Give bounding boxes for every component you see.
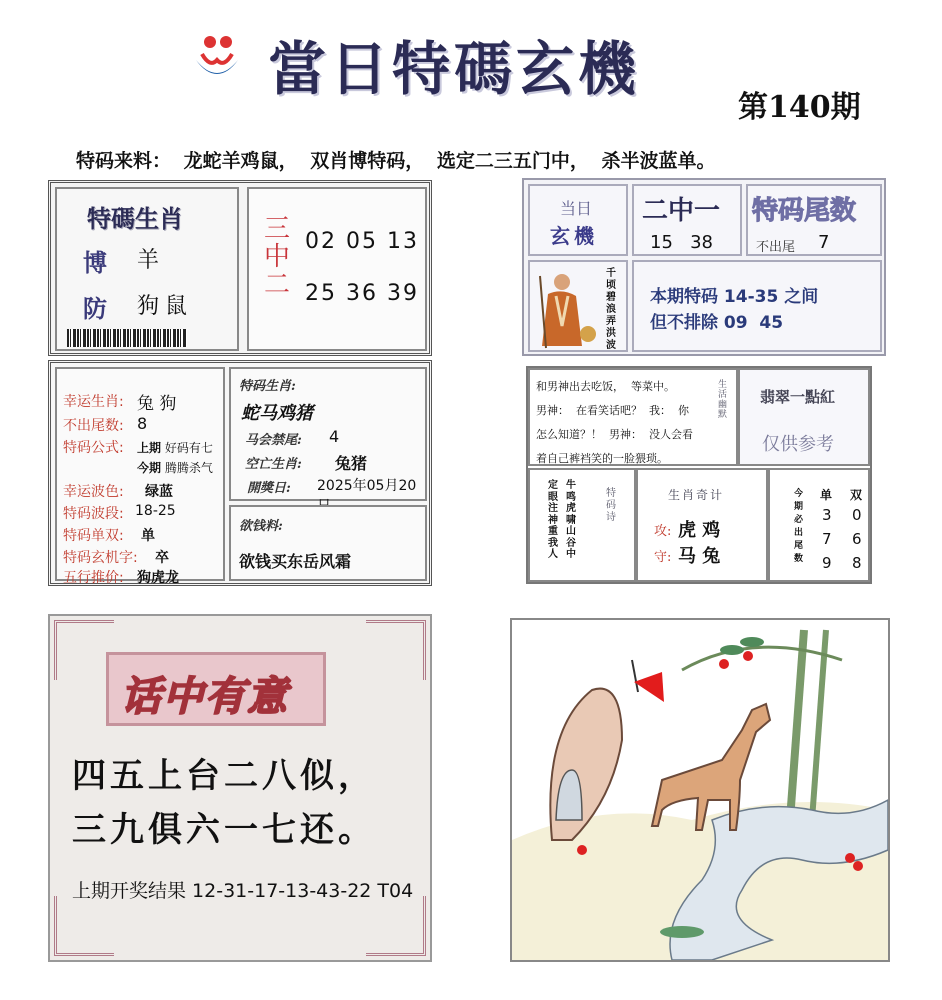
side-label: 三 中 二	[263, 214, 290, 300]
deer-landscape-illustration	[512, 620, 888, 960]
exclude-line: 但不排除 09 45	[650, 313, 784, 333]
info-left-box	[55, 367, 225, 586]
two-in-one-box	[632, 184, 742, 256]
riddle-value: 欲钱买东岳风霜	[239, 552, 352, 571]
joke-line: 着自己裤裆笑的一脸猥琐。	[536, 452, 668, 465]
tail-digit: 0	[852, 506, 862, 524]
info-label: 不出尾数:	[63, 418, 124, 434]
range-box	[632, 260, 882, 352]
date-value: 2025年05月20	[317, 478, 417, 494]
info-label: 特码波段:	[63, 506, 124, 522]
tail-side-label: 今期必出尾数	[794, 489, 804, 564]
even-label: 双	[850, 488, 863, 502]
bet-label: 博	[83, 248, 107, 277]
empty-label: 空亡生肖:	[245, 457, 302, 472]
ornament-corner	[366, 896, 426, 956]
info-label: 特码玄机字:	[63, 550, 138, 566]
logo-icon	[188, 30, 246, 88]
saying-line-1: 四五上台二八似，	[72, 756, 376, 796]
joke-line: 和男神出去吃饭， 等菜中。	[536, 380, 675, 393]
last-result: 上期开奖结果 12-31-17-13-43-22 T04	[72, 880, 414, 902]
attack-label: 攻:	[654, 524, 672, 539]
saying-banner	[106, 652, 326, 726]
formula-line-1: 上期 好码有七	[137, 441, 213, 455]
defend-label: 守:	[654, 550, 672, 565]
riddle-title: 欲钱料:	[239, 519, 283, 534]
tail-box	[746, 184, 882, 256]
info-value: 兔 狗	[137, 394, 177, 414]
saying-banner-text: 话中有意	[121, 673, 289, 720]
zodiac-panel	[48, 180, 432, 356]
ornament-corner	[366, 620, 426, 680]
horse-value: 4	[329, 427, 340, 446]
joke-side-tag: 生活幽默	[718, 380, 728, 420]
sage-figure-icon	[532, 266, 602, 350]
zodiac-left-box	[55, 187, 239, 351]
tail-label: 不出尾	[756, 240, 796, 255]
horse-label: 马会禁尾:	[245, 433, 302, 448]
formula-line-2: 今期 腾腾杀气	[137, 461, 213, 475]
sage-poem: 千顷碧浪弄洪波	[606, 268, 616, 351]
mystery-panel	[522, 178, 886, 356]
defend-value: 马 兔	[678, 546, 721, 567]
page-title: 當日特碼玄機	[268, 35, 641, 103]
info-value: 卒	[155, 550, 169, 566]
sage-box	[528, 260, 628, 352]
two-in-one-numbers: 15 38	[650, 232, 713, 253]
saying-panel	[48, 614, 432, 962]
mystery-label: 玄機	[550, 224, 598, 248]
joke-box	[528, 368, 738, 466]
title-box	[738, 368, 870, 466]
riddle-box	[229, 505, 427, 581]
empty-value: 兔猪	[335, 454, 368, 473]
two-in-one-title: 二中一	[642, 196, 721, 226]
attack-value: 虎 鸡	[678, 520, 721, 541]
date-label: 開獎日:	[247, 481, 291, 496]
tail-title: 特码尾数	[752, 196, 857, 226]
zodiac-right-box	[247, 187, 427, 351]
poem-col-1: 定眼注神重我人	[548, 480, 558, 560]
info-panel	[48, 360, 432, 586]
info-value: 绿蓝	[145, 484, 173, 500]
tail-digit: 3	[822, 506, 832, 524]
saying-line-2: 三九俱六一七还。	[72, 810, 376, 850]
special-title: 特码生肖:	[239, 379, 296, 394]
calc-box	[636, 468, 768, 582]
info-label: 幸运生肖:	[63, 394, 124, 410]
tail-digit: 7	[822, 530, 832, 548]
ornament-corner	[54, 896, 114, 956]
ornament-corner	[54, 620, 114, 680]
joke-line: 怎么知道？！ 男神： 没人会看	[536, 428, 693, 441]
illustration-panel	[510, 618, 890, 962]
special-value: 蛇马鸡猪	[241, 403, 313, 424]
bet-value: 羊	[137, 248, 166, 273]
tail-digit: 9	[822, 554, 832, 572]
joke-title: 翡翠一點紅	[760, 388, 836, 406]
poem-tag: 特码诗	[606, 488, 616, 523]
calc-title: 生肖奇计	[668, 488, 725, 502]
special-box	[229, 367, 427, 501]
numbers-row-2: 25 36 39	[305, 281, 419, 306]
info-label: 五行推价:	[63, 570, 124, 586]
today-label: 当日	[560, 199, 593, 218]
info-label: 特码公式:	[63, 440, 124, 456]
guard-label: 防	[83, 294, 107, 323]
poem-box	[528, 468, 636, 582]
info-label: 特码单双:	[63, 528, 124, 544]
poem-col-2: 牛鸣虎啸山谷中	[566, 480, 576, 560]
info-value: 狗虎龙	[137, 570, 179, 586]
tail-digit: 6	[852, 530, 862, 548]
info-value: 8	[137, 414, 148, 433]
tail-digit: 8	[852, 554, 862, 572]
joke-ref: 仅供参考	[762, 434, 834, 455]
joke-line: 男神： 在看笑话吧？ 我： 你	[536, 404, 689, 417]
today-box	[528, 184, 628, 256]
range-line: 本期特码 14-35 之间	[650, 287, 819, 307]
numbers-row-1: 02 05 13	[305, 229, 419, 254]
odd-label: 单	[820, 488, 833, 502]
barcode-icon	[67, 329, 187, 347]
guard-value: 狗鼠	[137, 294, 194, 319]
zodiac-title: 特碼生肖	[87, 204, 183, 233]
joke-panel	[526, 366, 872, 584]
intro-line: 特码来料： 龙蛇羊鸡鼠， 双肖博特码， 选定二三五门中， 杀半波蓝单。	[76, 150, 716, 172]
tail-value: 7	[818, 232, 830, 253]
info-label: 幸运波色:	[63, 484, 124, 500]
info-value: 18-25	[135, 503, 176, 519]
info-value: 单	[141, 528, 155, 544]
issue-number: 第140期	[738, 90, 861, 125]
tail-digits-box	[768, 468, 870, 582]
